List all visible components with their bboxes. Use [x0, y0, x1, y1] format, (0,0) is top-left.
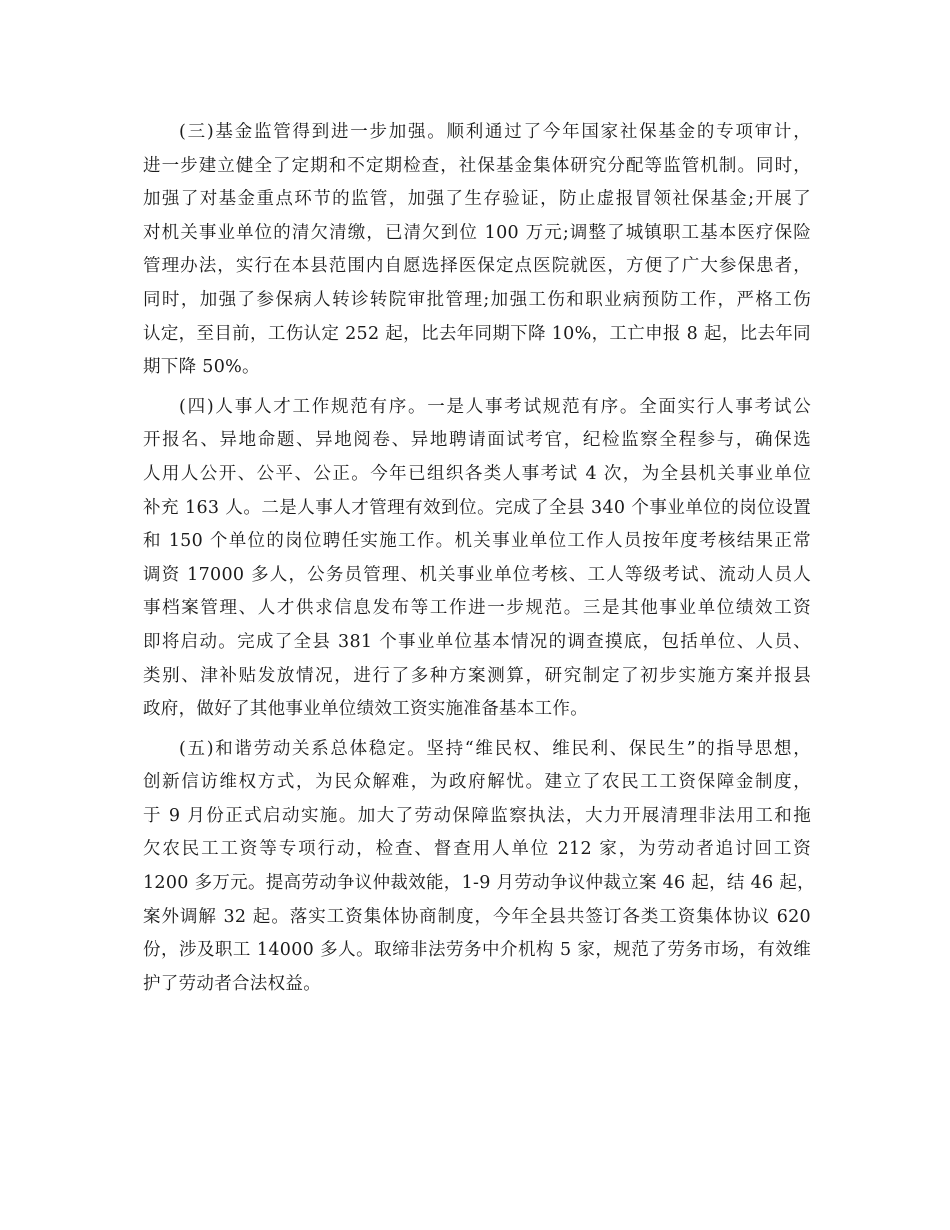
paragraph-line: 类别、津补贴发放情况，进行了多种方案测算，研究制定了初步实施方案并报县: [143, 665, 811, 686]
document-body: [143, 116, 815, 1007]
paragraph-line: 期下降 50%。: [143, 357, 260, 378]
paragraph-line: 认定，至目前，工伤认定 252 起，比去年同期下降 10%，工亡申报 8 起，比去年同: [143, 323, 811, 344]
paragraph-line: (四)人事人才工作规范有序。一是人事考试规范有序。全面实行人事考试公: [179, 396, 811, 417]
paragraph-line: 同时，加强了参保病人转诊转院审批管理;加强工伤和职业病预防工作，严格工伤: [143, 289, 811, 310]
paragraph-line: 加强了对基金重点环节的监管，加强了生存验证，防止虚报冒领社保基金;开展了: [143, 189, 811, 210]
paragraph-line: 对机关事业单位的清欠清缴，已清欠到位 100 万元;调整了城镇职工基本医疗保险: [143, 222, 811, 243]
paragraph: [143, 116, 811, 385]
paragraph-line: 1200 多万元。提高劳动争议仲裁效能，1-9 月劳动争议仲裁立案 46 起，结 46 起，: [143, 873, 815, 894]
paragraph-line: 政府，做好了其他事业单位绩效工资实施准备基本工作。: [143, 699, 588, 720]
paragraph-line: 管理办法，实行在本县范围内自愿选择医保定点医院就医，方便了广大参保患者，: [143, 256, 811, 277]
paragraph-line: 创新信访维权方式，为民众解难，为政府解忧。建立了农民工工资保障金制度，: [143, 772, 811, 793]
paragraph-line: 人用人公开、公平、公正。今年已组织各类人事考试 4 次，为全县机关事业单位: [143, 463, 811, 484]
paragraph-line: 份，涉及职工 14000 多人。取缔非法劳务中介机构 5 家，规范了劳务市场，有效维: [143, 940, 811, 961]
paragraph-line: 护了劳动者合法权益。: [143, 973, 321, 994]
paragraph-line: 即将启动。完成了全县 381 个事业单位基本情况的调查摸底，包括单位、人员、: [143, 631, 811, 652]
paragraph: [143, 733, 815, 1002]
paragraph-line: 和 150 个单位的岗位聘任实施工作。机关事业单位工作人员按年度考核结果正常: [143, 531, 811, 552]
paragraph-line: 开报名、异地命题、异地阅卷、异地聘请面试考官，纪检监察全程参与，确保选: [143, 430, 811, 451]
paragraph-line: (五)和谐劳动关系总体稳定。坚持“维民权、维民利、保民生”的指导思想，: [179, 738, 811, 759]
paragraph-line: 调资 17000 多人，公务员管理、机关事业单位考核、工人等级考试、流动人员人: [143, 564, 811, 585]
paragraph-line: 事档案管理、人才供求信息发布等工作进一步规范。三是其他事业单位绩效工资: [143, 598, 811, 619]
paragraph: [143, 391, 811, 727]
paragraph-line: 进一步建立健全了定期和不定期检查，社保基金集体研究分配等监管机制。同时，: [143, 155, 811, 176]
paragraph-line: (三)基金监管得到进一步加强。顺利通过了今年国家社保基金的专项审计，: [179, 122, 811, 142]
paragraph-line: 于 9 月份正式启动实施。加大了劳动保障监察执法，大力开展清理非法用工和拖: [143, 805, 811, 826]
paragraph-line: 补充 163 人。二是人事人才管理有效到位。完成了全县 340 个事业单位的岗位设置: [143, 497, 811, 518]
paragraph-line: 案外调解 32 起。落实工资集体协商制度，今年全县共签订各类工资集体协议 620: [143, 906, 811, 927]
paragraph-line: 欠农民工工资等专项行动，检查、督查用人单位 212 家，为劳动者追讨回工资: [143, 839, 811, 860]
